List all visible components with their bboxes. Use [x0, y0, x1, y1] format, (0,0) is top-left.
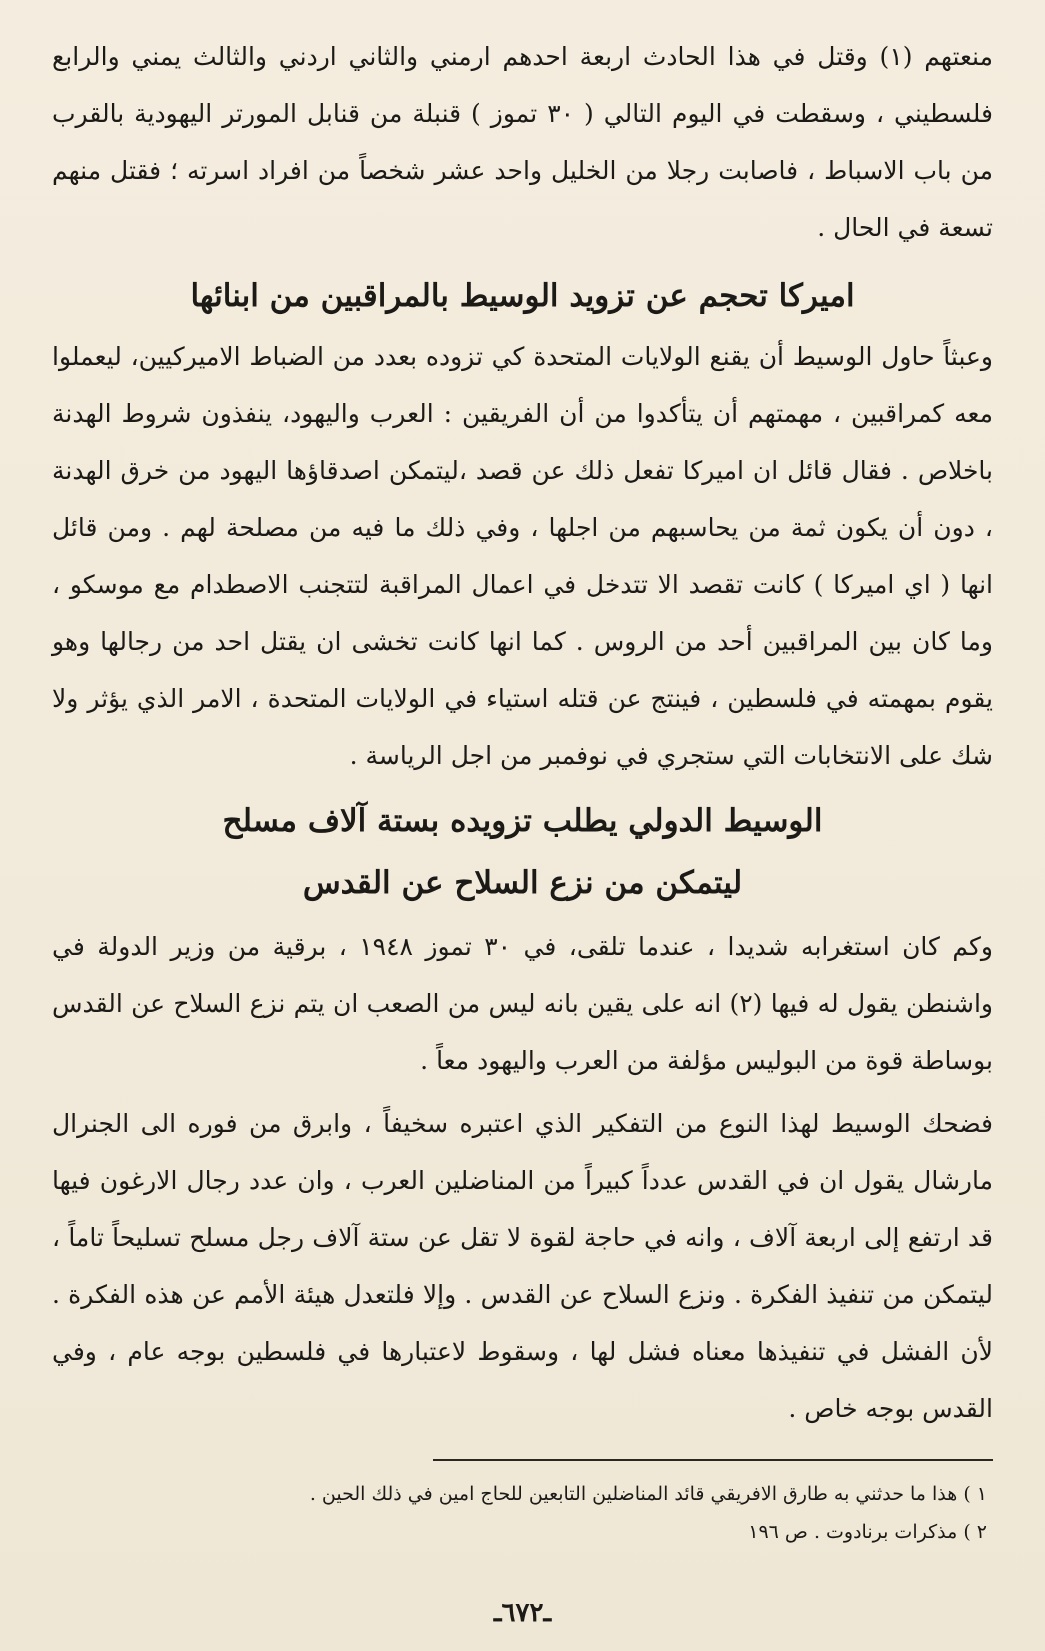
body-paragraph: وعبثاً حاول الوسيط أن يقنع الولايات المتحدة كي تزوده بعدد من الضباط الاميركيين، ليعملوا معه كمراقبين ، مهمتهم أن يتأكدوا من أن الفريقين : العرب واليهود، ينفذون شروط الهدنة باخلاص . فقال قائل ان اميركا تفعل ذلك عن قصد ،ليتمكن اصدقاؤها اليهود من خرق الهدنة ، دون أن يكون ثمة من يحاسبهم من اجلها ، وفي ذلك ما فيه من مصلحة لهم . ومن قائل انها ( اي اميركا ) كانت تقصد الا تتدخل في اعمال المراقبة لتتجنب الاصطدام مع موسكو ، وما كان بين المراقبين أحد من الروس . كما انها كانت تخشى ان يقتل احد من رجالها وهو يقوم بمهمته في فلسطين ، فينتج عن قتله استياء في الولايات المتحدة ، الامر الذي يؤثر ولا شك على الانتخابات التي ستجري في نوفمبر من اجل الرياسة .	[52, 342, 993, 770]
body-paragraph: منعتهم (١) وقتل في هذا الحادث اربعة احدهم ارمني والثاني اردني والثالث يمني والرابع فلسطيني ، وسقطت في اليوم التالي ( ٣٠ تموز ) قنبلة من قنابل المورتر اليهودية بالقرب من باب الاسباط ، فاصابت رجلا من الخليل واحد عشر شخصاً من افراد اسرته ؛ فقتل منهم تسعة في الحال .	[52, 42, 993, 242]
page-number: ـ٦٧٢ـ	[493, 1598, 552, 1628]
section-heading-line-1: الوسيط الدولي يطلب تزويده بستة آلاف مسلح	[222, 803, 823, 839]
footnote: ١ ) هذا ما حدثني به طارق الافريقي قائد المناضلين التابعين للحاج امين في ذلك الحين .	[309, 1483, 987, 1505]
body-paragraph: وكم كان استغرابه شديدا ، عندما تلقى، في ٣٠ تموز ١٩٤٨ ، برقية من وزير الدولة في واشنطن يقول له فيها (٢) انه على يقين بانه ليس من الصعب ان يتم نزع السلاح عن القدس بوساطة قوة من البوليس مؤلفة من العرب واليهود معاً .	[52, 932, 994, 1075]
body-paragraph: فضحك الوسيط لهذا النوع من التفكير الذي اعتبره سخيفاً ، وابرق من فوره الى الجنرال مارشال يقول ان في القدس عدداً كبيراً من المناضلين العرب ، وان عدد رجال الارغون فيها قد ارتفع إلى اربعة آلاف ، وانه في حاجة لقوة لا تقل عن ستة آلاف رجل مسلح تسليحاً تاماً ، ليتمكن من تنفيذ الفكرة . ونزع السلاح عن القدس . وإلا فلتعدل هيئة الأمم عن هذه الفكرة . لأن الفشل في تنفيذها معناه فشل لها ، وسقوط لاعتبارها في فلسطين بوجه عام ، وفي القدس بوجه خاص .	[52, 1109, 993, 1423]
section-heading-line-2: ليتمكن من نزع السلاح عن القدس	[302, 865, 743, 901]
footnote-separator	[433, 1459, 993, 1461]
footnote: ٢ ) مذكرات برنادوت . ص ١٩٦	[748, 1521, 987, 1543]
section-heading: اميركا تحجم عن تزويد الوسيط بالمراقبين من ابنائها	[190, 278, 855, 314]
footnote-separator-wrap	[52, 1459, 993, 1461]
